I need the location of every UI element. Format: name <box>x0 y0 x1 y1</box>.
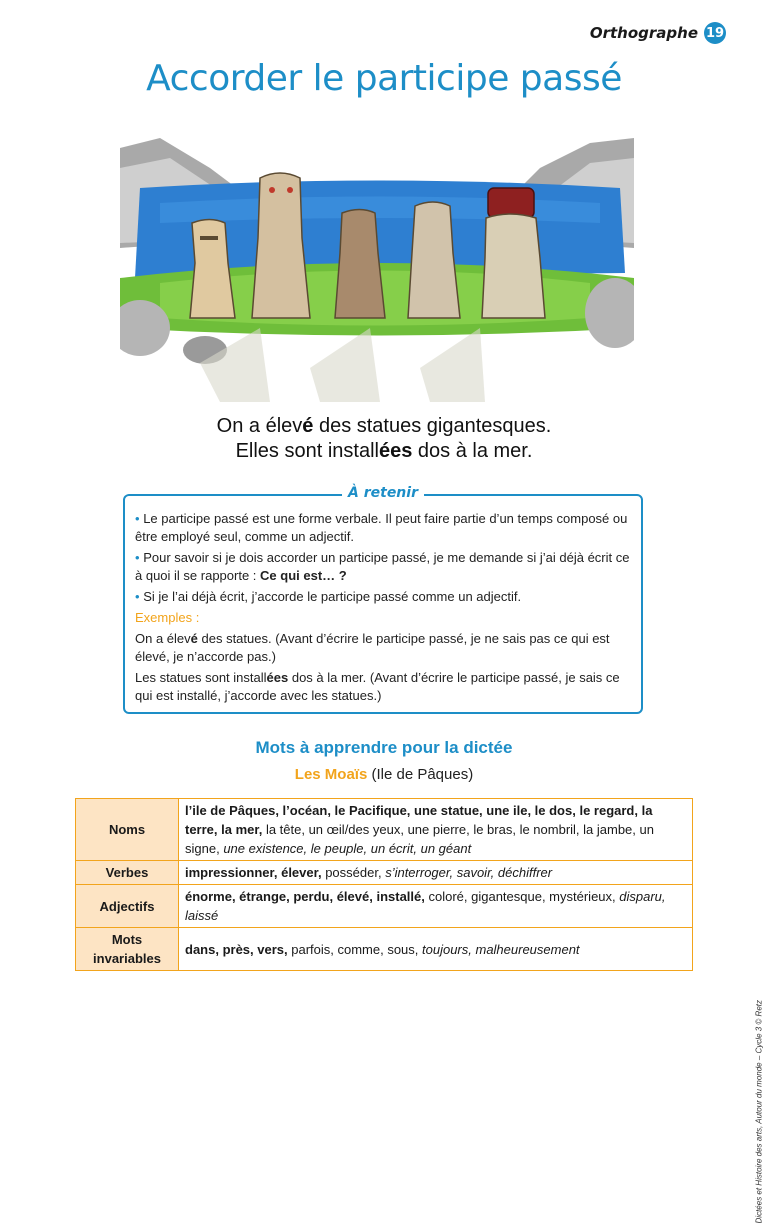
words-section-title: Mots à apprendre pour la dictée <box>255 738 513 757</box>
chapter-number-badge: 19 <box>704 22 726 44</box>
row-head: Noms <box>76 799 179 861</box>
chapter-tag <box>590 22 726 44</box>
table-row <box>76 885 693 928</box>
rule-box <box>123 485 643 714</box>
row-head: Verbes <box>76 861 179 885</box>
rule-content <box>135 510 635 708</box>
words-section-subtitle: Les Moaïs (Ile de Pâques) <box>294 766 474 783</box>
words-table <box>75 798 693 971</box>
row-content: énorme, étrange, perdu, élevé, installé, coloré, gigantesque, mystérieux, disparu, laissé <box>179 885 693 928</box>
chapter-label: Orthographe <box>589 24 698 42</box>
table-row <box>76 861 693 885</box>
side-credit: Dictées et Histoire des arts, Autour du monde – Cycle 3 © Retz <box>754 1000 763 1223</box>
page-title: Accorder le participe passé <box>146 58 622 99</box>
caption-line-1: On a élevé des statues gigantesques. <box>216 415 552 437</box>
rule-bullet-1: • Le participe passé est une forme verbale. Il peut faire partie d’un temps composé ou être employé seul, comme un adjectif. <box>135 511 628 544</box>
rule-title: À retenir <box>342 485 424 501</box>
row-content: l’ile de Pâques, l’océan, le Pacifique, une statue, une ile, le dos, le regard, la terre, la mer, la tête, un œil/des yeux, une pierre, le bras, le nombril, la jambe, un signe, une existence, le peuple, un écrit, un géant <box>179 799 693 861</box>
row-head: Mots invariables <box>76 928 179 971</box>
row-content: dans, près, vers, parfois, comme, sous, toujours, malheureusement <box>179 928 693 971</box>
moai-illustration <box>120 128 634 402</box>
example-2: Les statues sont installées dos à la mer. (Avant d’écrire le participe passé, je sais ce qui est installé, j’accorde avec les statues.) <box>135 670 620 703</box>
table-row <box>76 799 693 861</box>
row-content: impressionner, élever, posséder, s’interroger, savoir, déchiffrer <box>179 861 693 885</box>
illustration-caption <box>0 414 768 464</box>
table-row <box>76 928 693 971</box>
rule-bullet-3: • Si je l’ai déjà écrit, j’accorde le participe passé comme un adjectif. <box>135 589 522 604</box>
example-1: On a élevé des statues. (Avant d’écrire le participe passé, je ne sais pas ce qui est élevé, je n’accorde pas.) <box>135 631 610 664</box>
examples-label: Exemples : <box>135 610 200 625</box>
row-head: Adjectifs <box>76 885 179 928</box>
rule-bullet-2: • Pour savoir si je dois accorder un participe passé, je me demande si j’ai déjà écrit ce à quoi il se rapporte : Ce qui est… ? <box>135 550 630 583</box>
caption-line-2: Elles sont installées dos à la mer. <box>235 440 533 462</box>
